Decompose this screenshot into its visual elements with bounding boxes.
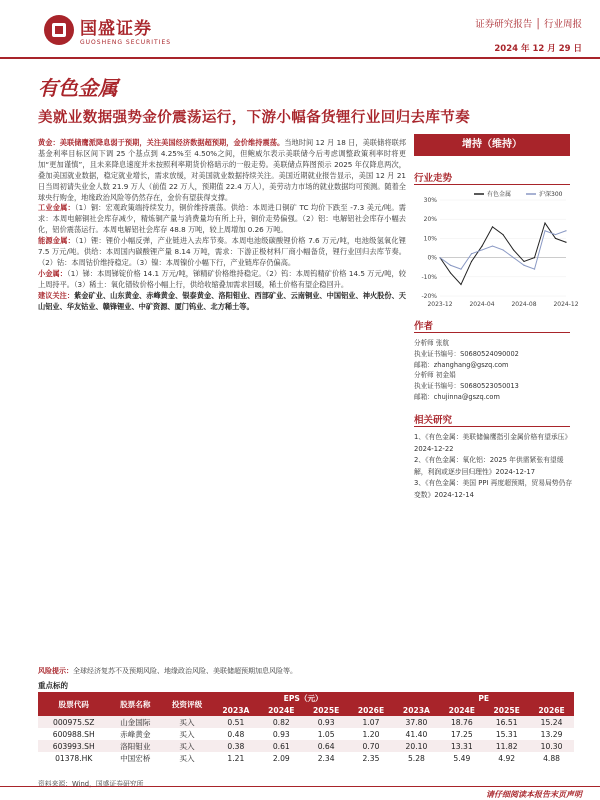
logo-name-en: GUOSHENG SECURITIES bbox=[80, 39, 172, 46]
legend-label-0: 有色金属 bbox=[487, 191, 512, 198]
table-cell: 16.51 bbox=[484, 716, 529, 728]
table-cell: 15.24 bbox=[529, 716, 574, 728]
series-point-0 bbox=[513, 249, 514, 250]
series-point-0 bbox=[492, 226, 493, 227]
x-tick-label: 2024-12 bbox=[553, 301, 579, 308]
table-cell: 0.93 bbox=[272, 729, 290, 739]
table-cell: 2.34 bbox=[317, 753, 335, 763]
y-tick-label: 30% bbox=[423, 197, 437, 204]
table-header-row: 股票代码 股票名称 投资评级 EPS（元） PE bbox=[38, 692, 574, 704]
table-cell: 2.09 bbox=[272, 753, 290, 763]
y-tick-label: -10% bbox=[421, 273, 437, 281]
table-cell: 1.07 bbox=[349, 716, 394, 728]
table-cell: 中国宏桥 bbox=[120, 753, 151, 763]
analyst-1-name: 分析师 张航 bbox=[414, 339, 450, 347]
table-row bbox=[38, 740, 574, 752]
x-tick-label: 2023-12 bbox=[427, 301, 453, 308]
series-line-0 bbox=[440, 223, 566, 284]
analyst-2-name: 分析师 初金娟 bbox=[414, 371, 456, 380]
trend-divider bbox=[414, 184, 570, 185]
table-cell: 5.49 bbox=[453, 753, 471, 763]
related-research bbox=[414, 432, 574, 501]
table-cell: 买入 bbox=[161, 716, 213, 728]
series-point-1 bbox=[565, 230, 566, 231]
table-cell: 赤峰黄金 bbox=[120, 729, 151, 739]
table-cell: 0.82 bbox=[259, 716, 304, 728]
table-cell: 0.51 bbox=[213, 716, 259, 728]
report-date: 2024 年 12 月 29 日 bbox=[494, 44, 582, 54]
analyst-1-email[interactable]: 邮箱：zhanghang@gszq.com bbox=[414, 360, 509, 369]
table-cell: 41.40 bbox=[405, 729, 428, 739]
series-point-0 bbox=[544, 222, 545, 223]
table-cell: 13.31 bbox=[439, 740, 484, 752]
table-cell: 4.92 bbox=[498, 753, 516, 763]
table-cell: 山金国际 bbox=[109, 716, 161, 728]
y-tick-label: 0% bbox=[427, 254, 437, 262]
author-divider bbox=[414, 332, 570, 333]
table-cell: 洛阳钼业 bbox=[109, 740, 161, 752]
related-item[interactable]: 2、《有色金属：氧化铝：2025 年供需紧张有望缓解，利润或逐步回归理性》2024-12-17 bbox=[414, 456, 564, 476]
table-cell: 0.93 bbox=[304, 716, 349, 728]
table-cell: 2.35 bbox=[362, 753, 380, 763]
analyst-2-email[interactable]: 邮箱：chujinna@gszq.com bbox=[414, 392, 500, 401]
table-cell: 1.21 bbox=[227, 753, 245, 763]
table-cell: 0.61 bbox=[259, 740, 304, 752]
eps-header: EPS（元） bbox=[213, 692, 394, 704]
para-recommend: 建议关注：紫金矿业、山东黄金、赤峰黄金、银泰黄金、洛阳钼业、西部矿业、云南铜业、中国铝业、神火股份、天山铝业、华友钴业、赣锋锂业、中矿资源、厦门钨业、北方稀土等。 bbox=[38, 290, 406, 311]
series-point-1 bbox=[460, 269, 461, 270]
y-tick-label: -20% bbox=[421, 293, 437, 300]
para-energy: 能源金属：（1）锂：锂价小幅反弹，产业链进入去库节奏。本周电池级碳酸锂价格 7.6 万元/吨，电池级氢氧化锂 7.5 万元/吨。供给：本周国内碳酸锂产量 8.14 万吨，需求：下游正极材料厂商小幅备货，锂行业回归去库节奏。（2）钴：本周钴价维持稳定。（3）镍：本周镍价小幅下行，产业链库存仍偏高。 bbox=[38, 236, 406, 267]
pe-header: PE bbox=[393, 692, 574, 704]
series-point-1 bbox=[450, 265, 451, 266]
company-logo bbox=[44, 14, 171, 46]
trend-heading: 行业走势 bbox=[414, 173, 453, 184]
sector-name: 有色金属 bbox=[38, 76, 118, 100]
table-cell: 13.29 bbox=[540, 729, 563, 739]
table-cell: 000975.SZ bbox=[38, 716, 109, 728]
table-cell: 600988.SH bbox=[52, 729, 95, 739]
table-cell: 0.48 bbox=[227, 729, 245, 739]
table-cell: 0.64 bbox=[304, 740, 349, 752]
table-cell: 1.20 bbox=[362, 729, 380, 739]
table-cell: 11.82 bbox=[484, 740, 529, 752]
series-point-1 bbox=[555, 234, 556, 235]
table-cell: 18.76 bbox=[439, 716, 484, 728]
series-point-1 bbox=[492, 245, 493, 246]
table-row bbox=[38, 716, 574, 728]
related-divider bbox=[414, 426, 570, 427]
industry-trend-chart bbox=[414, 186, 579, 314]
series-point-0 bbox=[523, 261, 524, 262]
legend-label-1: 沪深300 bbox=[539, 191, 563, 198]
series-point-1 bbox=[439, 257, 440, 258]
table-cell: 17.25 bbox=[450, 729, 473, 739]
report-body bbox=[38, 138, 406, 313]
report-header bbox=[0, 0, 600, 62]
related-item[interactable]: 3、《有色金属：美国 PPI 再度超预期，贸易局势仍存变数》2024-12-14 bbox=[414, 479, 573, 499]
related-heading: 相关研究 bbox=[414, 415, 453, 426]
table-cell: 买入 bbox=[161, 740, 213, 752]
related-item[interactable]: 1、《有色金属：美联储偏鹰指引金属价格有望承压》2024-12-22 bbox=[414, 433, 572, 453]
y-tick-label: 20% bbox=[423, 216, 437, 224]
series-point-1 bbox=[481, 249, 482, 250]
series-point-0 bbox=[481, 245, 482, 246]
author-heading: 作者 bbox=[414, 321, 434, 332]
table-cell: 603993.SH bbox=[38, 740, 109, 752]
report-type: 证券研究报告 │ 行业周报 bbox=[475, 19, 582, 30]
series-point-0 bbox=[460, 284, 461, 285]
table-row bbox=[38, 752, 574, 764]
series-point-0 bbox=[471, 261, 472, 262]
table-cell: 买入 bbox=[179, 753, 195, 763]
table-cell: 0.70 bbox=[349, 740, 394, 752]
analyst-2-cert: 执业证书编号：S0680523050013 bbox=[414, 382, 519, 391]
series-point-0 bbox=[502, 234, 503, 235]
series-point-0 bbox=[534, 257, 535, 258]
table-subheader-row: 2023A 2024E 2025E 2026E 2023A 2024E 2025E 2026E bbox=[38, 704, 574, 716]
table-cell: 20.10 bbox=[393, 740, 439, 752]
table-cell: 1.05 bbox=[317, 729, 335, 739]
table-row bbox=[38, 728, 574, 740]
y-tick-label: 10% bbox=[423, 235, 437, 243]
series-point-1 bbox=[544, 230, 545, 231]
x-tick-label: 2024-08 bbox=[511, 301, 537, 308]
para-minor: 小金属：（1）锑：本周锑锭价格 14.1 万元/吨，锑精矿价格维持稳定。（2）钨：本周钨精矿价格 14.5 万元/吨，较上周持平。（3）稀土：氧化镨钕价格小幅上行，供给收缩叠加需求回暖，稀土价格有望企稳回升。 bbox=[38, 268, 406, 289]
para-industrial: 工业金属：（1）铜：宏观政策端持续发力，铜价维持震荡。供给：本周进口铜矿 TC 均价下跌至 -7.3 美元/吨。需求：本周电解铜社会库存减少，精炼铜产量与消费量均有所上升，铜价走势偏强。（2）铝：电解铝社会库存小幅去化，铝价震荡运行。本周电解铝社会库存 48.8 万吨，较上周增加 0.26 万吨。 bbox=[38, 203, 406, 235]
series-point-1 bbox=[471, 253, 472, 254]
table-cell: 37.80 bbox=[393, 716, 439, 728]
key-stocks-table bbox=[38, 692, 574, 764]
x-tick-label: 2024-04 bbox=[469, 301, 495, 308]
table-cell: 01378.HK bbox=[55, 753, 93, 763]
series-point-1 bbox=[502, 249, 503, 250]
para-gold: 黄金：美联储鹰派降息弱于预期，关注美国经济数据超预期，金价维持震荡。当地时间 12 月 18 日，美联储将联邦基金利率目标区间下调 25 个基点到 4.25%至 4.50%之间，但鲍威尔表示美联储今后考虑调整政策利率时将更加“更加谨慎”，且未来降息速度并未按照利率期货价格暗示的一般走势。美联储点阵图预示 2025 年仅降息两次，叠加美国就业数据，稳定就业增长，需求放缓，对美国就业数据持续关注。美国近期就业报告显示，美国 12 月 21 日当周初请失业金人数 21.9 万人（前值 22 万人，预期值 22.4 万人），美劳动力市场的就业数据均可预测。随着全球央行购金，地缘政治风险等仍然存在，金价有望获得支撑。 bbox=[38, 138, 406, 202]
table-cell: 买入 bbox=[179, 729, 195, 739]
risk-warning: 风险提示：全球经济复苏不及预期风险、地缘政治风险、美联储超预期加息风险等。 bbox=[38, 667, 297, 675]
logo-icon bbox=[44, 15, 74, 45]
report-title: 美就业数据强势金价震荡运行，下游小幅备货锂行业回归去库节奏 bbox=[38, 109, 471, 126]
series-point-0 bbox=[450, 272, 451, 273]
logo-name-cn: 国盛证券 bbox=[80, 19, 152, 39]
series-point-0 bbox=[565, 242, 566, 243]
rating-badge: 增持（维持） bbox=[414, 134, 570, 156]
table-cell: 5.28 bbox=[407, 753, 425, 763]
series-point-1 bbox=[523, 265, 524, 266]
table-cell: 10.30 bbox=[529, 740, 574, 752]
table-cell: 15.31 bbox=[495, 729, 518, 739]
series-point-1 bbox=[534, 269, 535, 270]
table-title: 重点标的 bbox=[38, 681, 68, 690]
analyst-info bbox=[414, 338, 574, 403]
analyst-1-cert: 执业证书编号：S0680524090002 bbox=[414, 349, 519, 358]
data-source: 资料来源：Wind，国盛证券研究所 bbox=[38, 780, 144, 788]
table-cell: 0.38 bbox=[213, 740, 259, 752]
series-point-1 bbox=[513, 257, 514, 258]
footer bbox=[0, 786, 600, 800]
footer-disclaimer: 请仔细阅读本报告末页声明 bbox=[486, 790, 582, 799]
header-divider bbox=[0, 57, 600, 59]
series-point-0 bbox=[555, 238, 556, 239]
table-cell: 4.88 bbox=[543, 753, 561, 763]
